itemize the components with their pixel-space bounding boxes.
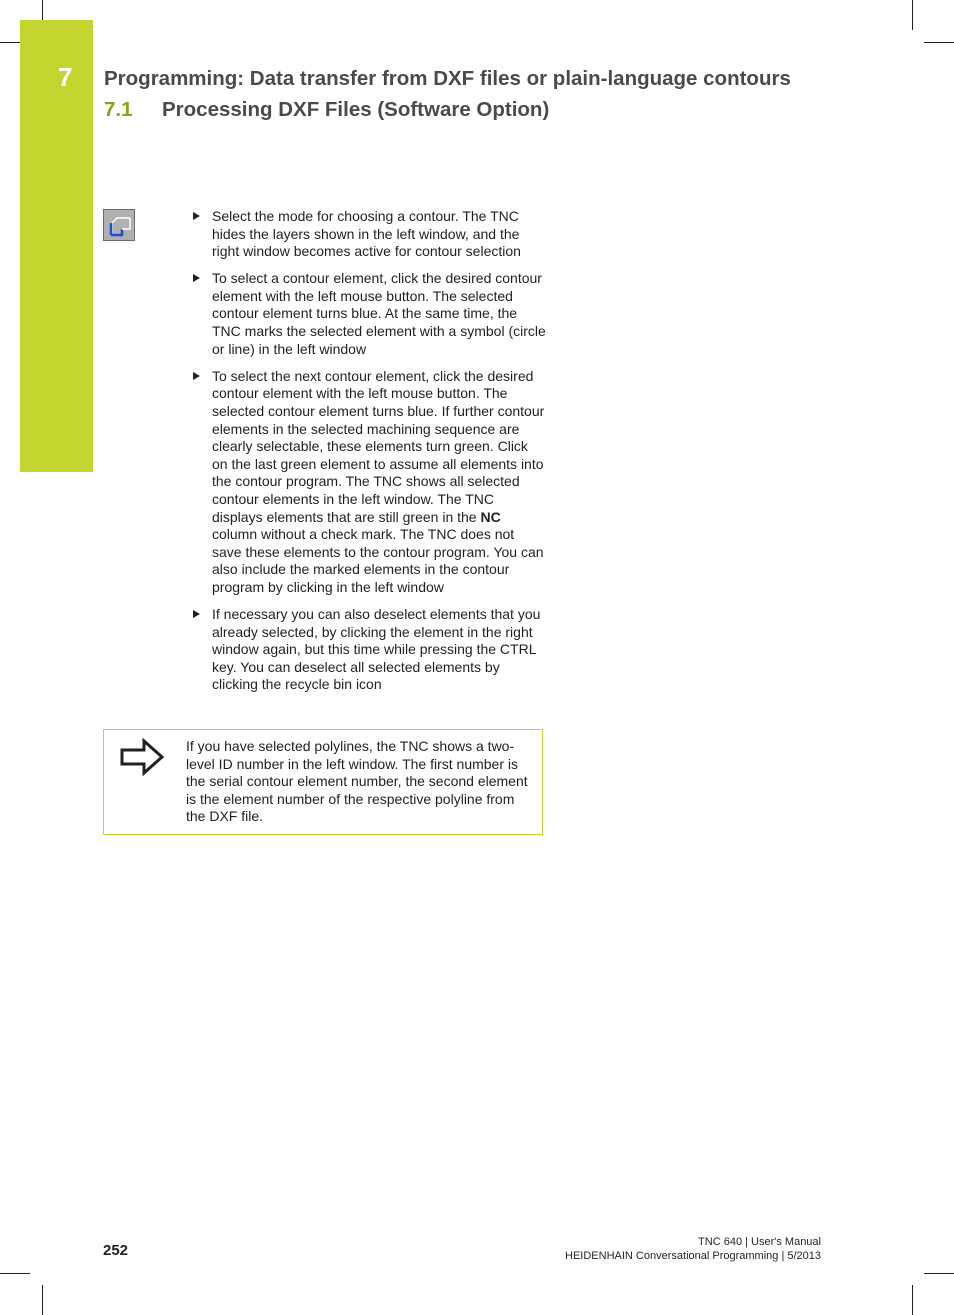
crop-mark <box>0 1273 30 1274</box>
footer-line-2: HEIDENHAIN Conversational Programming | 5/2013 <box>565 1250 821 1262</box>
chapter-tab <box>20 20 93 472</box>
contour-select-softkey <box>103 209 135 241</box>
crop-mark <box>924 1273 954 1274</box>
step-item <box>190 208 546 261</box>
step-text <box>212 368 544 595</box>
triangle-bullet-icon <box>193 212 200 220</box>
triangle-bullet-icon <box>193 372 200 380</box>
triangle-bullet-icon <box>193 610 200 618</box>
step-item <box>190 270 546 358</box>
step-text: If necessary you can also deselect elements that you already selected, by clicking the element in the right window again, but this time while pressing the CTRL key. You can deselect all selected elements by clicking the recycle bin icon <box>212 605 541 693</box>
note-box <box>103 729 543 835</box>
footer-line-1: TNC 640 | User's Manual <box>698 1236 821 1248</box>
note-text: If you have selected polylines, the TNC shows a two-level ID number in the left window. The first number is the serial contour element number, the second element is the element number of the respective polyline from the DXF file. <box>186 738 528 825</box>
crop-mark <box>912 1285 913 1315</box>
section-number: 7.1 <box>104 98 133 121</box>
chapter-number: 7 <box>58 62 73 92</box>
chapter-title: Programming: Data transfer from DXF files or plain-language contours <box>104 67 791 90</box>
step-text: Select the mode for choosing a contour. The TNC hides the layers shown in the left window, and the right window becomes active for contour selection <box>212 208 521 260</box>
step-text-part: To select the next contour element, click the desired contour element with the left mouse button. The selected contour element turns blue. If further contour elements in the selected machining sequence are clearly selectable, these elements turn green. Click on the last green element to assume all elements into the contour program. The TNC shows all selected contour elements in the left window. The TNC displays elements that are still green in the <box>212 367 545 525</box>
step-item <box>190 368 546 597</box>
section-title: Processing DXF Files (Software Option) <box>162 98 550 121</box>
step-text: To select a contour element, click the desired contour element with the left mouse button. The selected contour element turns blue. At the same time, the TNC marks the selected element with a symbol (circle or line) in the left window <box>212 270 546 357</box>
crop-mark <box>912 0 913 30</box>
crop-mark <box>42 1285 43 1315</box>
footer <box>565 1235 821 1263</box>
nc-keyword: NC <box>480 508 501 525</box>
contour-select-icon <box>104 210 134 240</box>
crop-mark <box>924 42 954 43</box>
triangle-bullet-icon <box>193 274 200 282</box>
step-text-part: column without a check mark. The TNC does not save these elements to the contour program. You can also include the marked elements in the contour program by clicking in the left window <box>212 526 544 595</box>
instruction-steps <box>190 208 546 703</box>
step-item <box>190 606 546 694</box>
arrow-right-icon <box>120 738 166 781</box>
page-number: 252 <box>103 1242 129 1259</box>
